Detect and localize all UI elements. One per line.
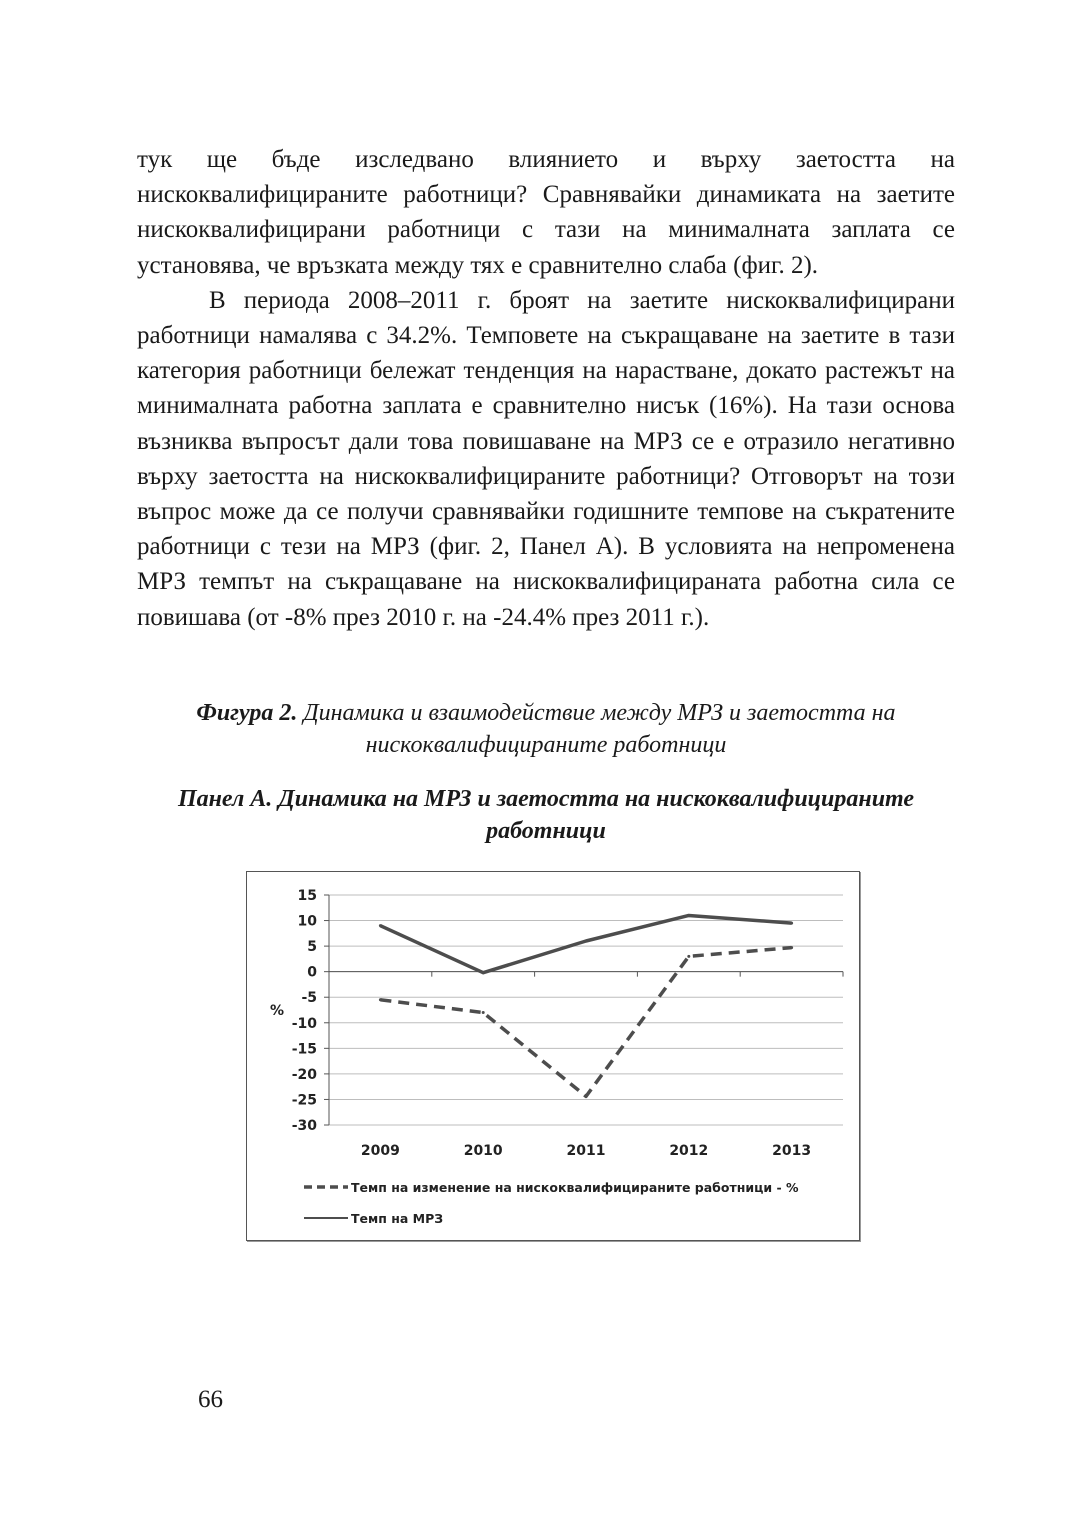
data-point [585, 940, 588, 943]
y-tick-label: -15 [291, 1041, 317, 1058]
data-point [482, 1011, 485, 1014]
x-tick-label: 2012 [669, 1143, 709, 1159]
body-text [137, 142, 955, 635]
x-tick-label: 2010 [463, 1143, 503, 1159]
data-point [687, 914, 690, 917]
data-point [482, 971, 485, 974]
figure-label: Фигура 2. [196, 700, 298, 726]
y-tick-label: -30 [291, 1118, 317, 1134]
data-point [379, 924, 382, 927]
y-tick-label: -25 [291, 1092, 317, 1109]
figure-caption-text: Динамика и взаимодействие между МРЗ и заетостта на нискоквалифицираните работници [303, 700, 896, 758]
y-tick-label: 0 [307, 964, 317, 981]
y-tick-label: 5 [307, 939, 317, 956]
x-tick-label: 2013 [772, 1143, 812, 1159]
y-tick-label: -20 [291, 1066, 317, 1083]
paragraph-1: тук ще бъде изследвано влиянието и върху заетостта на нискоквалифицираните работници? Сравнявайки динамиката на заетите нискоквалифицирани работници с тази на минималната заплата се установява, че връзката между тях е сравнително слаба (фиг. 2). [137, 146, 955, 279]
paragraph-2: В периода 2008–2011 г. броят на заетите нискоквалифицирани работници намалява с 34.2%. Темповете на съкращаване на заетите в тази категория работници бележат тенденция на нарастване, докато растежът на минималната работна заплата е сравнително нисък (16%). На тази основа възниква въпросът дали това повишаване на МРЗ се е отразило негативно върху заетостта на нискоквалифицираните работници? Отговорът на този въпрос може да се получи сравнявайки годишните темпове на съкратените работници с тези на МРЗ (фиг. 2, Панел А). В условията на непроменена МРЗ темпът на съкращаване на нискоквалифицираната работна сила се повишава (от -8% през 2010 г. на -24.4% през 2011 г.). [137, 286, 955, 631]
y-tick-label: -10 [291, 1015, 317, 1032]
data-point [790, 922, 793, 925]
x-tick-label: 2011 [566, 1143, 606, 1159]
page-number: 66 [198, 1386, 223, 1413]
legend-label: Темп на изменение на нискоквалифицираните работници - % [351, 1180, 799, 1195]
line-chart [247, 872, 859, 1240]
data-point [687, 955, 690, 958]
chart-frame [246, 871, 860, 1241]
y-tick-label: 10 [297, 913, 317, 930]
y-tick-label: 15 [297, 888, 317, 904]
y-axis-label: % [269, 1003, 285, 1019]
legend-label: Темп на МРЗ [351, 1211, 444, 1226]
x-tick-label: 2009 [360, 1143, 400, 1159]
series-line-minimum-wage [380, 915, 791, 972]
y-tick-label: -5 [301, 990, 317, 1007]
data-point [379, 998, 382, 1001]
figure-caption [137, 697, 955, 761]
panel-title: Панел А. Динамика на МРЗ и заетостта на нискоквалифицираните работници [177, 786, 915, 844]
data-point [790, 946, 793, 949]
data-point [585, 1095, 588, 1098]
